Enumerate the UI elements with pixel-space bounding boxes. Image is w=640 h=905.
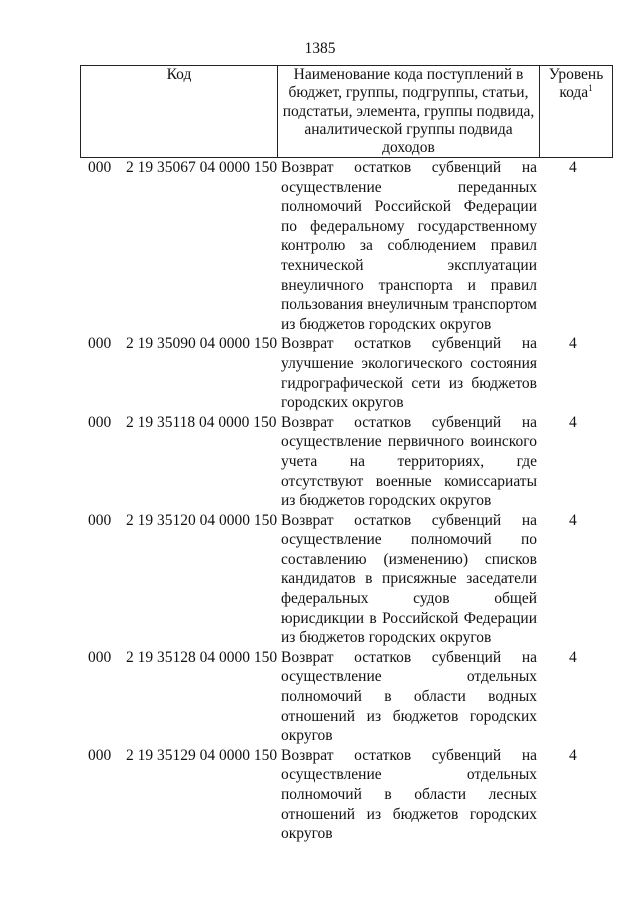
revenue-code: 2 19 35120 04 0000 150 xyxy=(126,511,278,529)
admin-code: 000 xyxy=(88,413,112,431)
table-row xyxy=(80,746,612,844)
revenue-code: 2 19 35118 04 0000 150 xyxy=(126,413,277,431)
table-row xyxy=(80,334,612,412)
header-level xyxy=(540,66,613,158)
revenue-code: 2 19 35090 04 0000 150 xyxy=(126,335,278,353)
header-code: Код xyxy=(81,66,278,158)
revenue-name: Возврат остатков субвенций на осуществление полномочий по составлению (изменению) списков кандидатов в присяжные заседатели федеральных судов общей юрисдикции в Российской Федерации из бюджетов городских округов xyxy=(281,511,537,647)
admin-code: 000 xyxy=(88,648,112,666)
code-level: 4 xyxy=(569,335,577,353)
admin-code: 000 xyxy=(88,511,112,529)
revenue-name: Возврат остатков субвенций на осуществление отдельных полномочий в области водных отношений из бюджетов городских округов xyxy=(281,648,537,745)
code-level: 4 xyxy=(569,648,577,666)
footnote-marker: 1 xyxy=(588,83,593,94)
header-level-label: Уровень кода xyxy=(548,66,604,102)
revenue-code: 2 19 35128 04 0000 150 xyxy=(126,648,278,666)
code-level: 4 xyxy=(569,746,577,764)
code-level: 4 xyxy=(569,511,577,529)
table-row xyxy=(80,413,612,511)
table-row xyxy=(80,158,612,334)
revenue-name: Возврат остатков субвенций на осуществление первичного воинского учета на территориях, где отсутствуют военные комиссариаты из бюджетов городских округов xyxy=(281,413,537,510)
code-level: 4 xyxy=(569,159,577,176)
revenue-code: 2 19 35067 04 0000 150 xyxy=(126,159,278,176)
page-number: 1385 xyxy=(304,40,336,57)
code-level: 4 xyxy=(569,413,577,431)
revenue-name: Возврат остатков субвенций на осуществление отдельных полномочий в области лесных отношений из бюджетов городских округов xyxy=(281,746,537,843)
revenue-name: Возврат остатков субвенций на улучшение экологического состояния гидрографической сети из бюджетов городских округов xyxy=(281,335,537,412)
revenue-name: Возврат остатков субвенций на осуществление переданных полномочий Российской Федерации по федеральному государственному контролю за соблюдением правил технической эксплуатации внеуличного транспорта и правил пользования внеуличным транспортом из бюджетов городских округов xyxy=(281,159,537,333)
table-body xyxy=(80,158,612,844)
admin-code: 000 xyxy=(88,335,112,353)
header-name: Наименование кода поступлений в бюджет, группы, подгруппы, статьи, подстатьи, элемента, группы подвида, аналитической группы подвида доходов xyxy=(278,66,540,158)
admin-code: 000 xyxy=(88,159,112,176)
revenue-code: 2 19 35129 04 0000 150 xyxy=(126,746,278,764)
table-row xyxy=(80,648,612,746)
table-row xyxy=(80,511,612,648)
table-header xyxy=(80,65,613,158)
admin-code: 000 xyxy=(88,746,112,764)
